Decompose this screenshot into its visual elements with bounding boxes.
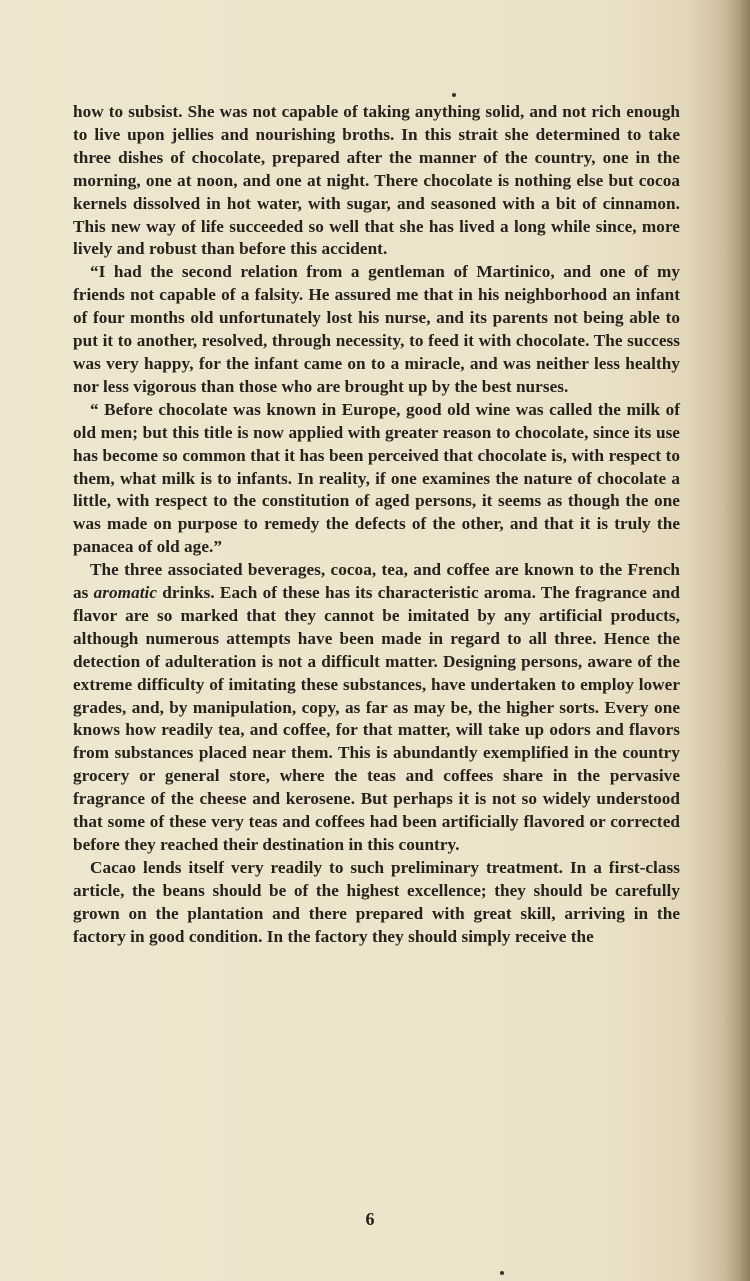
print-speck xyxy=(500,1271,504,1275)
paragraph xyxy=(73,559,680,857)
italic-term: aromatic xyxy=(93,583,158,603)
paragraph-text: drinks. Each of these has its characteristic aroma. The fragrance and flavor are so marked that they cannot be imitated by any artificial products, although numerous attempts have been made in regard to all three. Hence the detection of adulteration is not a difficult matter. Designing persons, aware of the extreme difficulty of imitating these substances, have undertaken to employ lower grades, and, by manipulation, copy, as far as may be, the higher sorts. Every one knows how readily tea, and coffee, for that matter, will take up odors and flavors from substances placed near them. This is abundantly exemplified in the country grocery or general store, where the teas and coffees share in the pervasive fragrance of the cheese and kerosene. But perhaps it is not so widely understood that some of these very teas and coffees had been artificially flavored or corrected before they reached their destination in this country. xyxy=(73,583,680,854)
paragraph-text: The three associated beverages, cocoa, tea, and coffee are known to the French as xyxy=(73,560,680,603)
paragraph: Cacao lends itself very readily to such preliminary treatment. In a first-class article, the beans should be of the highest excellence; they should be carefully grown on the plantation and there prepared with great skill, arriving in the factory in good condition. In the factory they should simply receive the xyxy=(73,857,680,946)
paragraph: “ Before chocolate was known in Europe, good old wine was called the milk of old men; but this title is now applied with greater reason to chocolate, since its use has become so common that it has been perceived that chocolate is, with respect to them, what milk is to infants. In reality, if one examines the nature of chocolate a little, with respect to the constitution of aged persons, it seems as though the one was made on purpose to remedy the defects of the other, and that it is truly the panacea of old age.” xyxy=(73,399,680,557)
paragraph: “I had the second relation from a gentleman of Martinico, and one of my friends not capable of a falsity. He assured me that in his neighborhood an infant of four months old unfortunately lost his nurse, and its parents not being able to put it to another, resolved, through necessity, to feed it with chocolate. The success was very happy, for the infant came on to a miracle, and was neither less healthy nor less vigorous than those who are brought up by the best nurses. xyxy=(73,262,680,396)
paragraph: how to subsist. She was not capable of taking anything solid, and not rich enough to live upon jellies and nourishing broths. In this strait she determined to take three dishes of chocolate, prepared after the manner of the country, one in the morning, one at noon, and one at night. There chocolate is nothing else but cocoa kernels dissolved in hot water, with sugar, and seasoned with a bit of cinnamon. This new way of life succeeded so well that she has lived a long while since, more lively and robust than before this accident. xyxy=(73,102,680,259)
body-text xyxy=(73,101,680,949)
print-speck xyxy=(452,93,456,97)
page-number: 6 xyxy=(365,1209,375,1229)
page-edge-shadow xyxy=(724,0,750,1281)
